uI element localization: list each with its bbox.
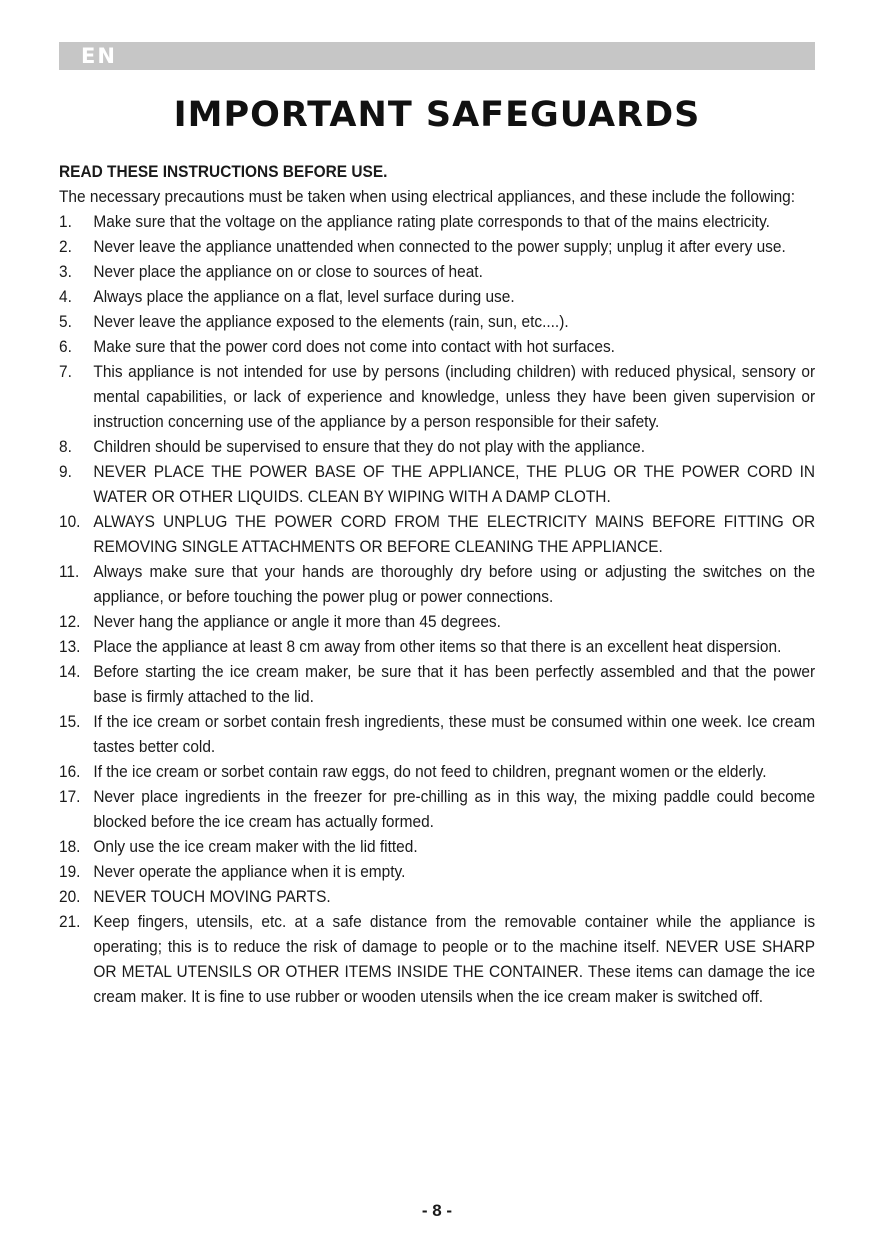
item-text: Place the appliance at least 8 cm away from other items so that there is an excellent heat dispersion. (93, 637, 782, 656)
item-text: Never hang the appliance or angle it more than 45 degrees. (93, 612, 501, 631)
safeguards-list (59, 209, 815, 1009)
item-text: Never place the appliance on or close to sources of heat. (93, 262, 483, 281)
item-text: This appliance is not intended for use by persons (including children) with reduced physical, sensory or mental capabilities, or lack of experience and knowledge, unless they have been given supervision or instruction concerning use of the appliance by a person responsible for their safety. (93, 362, 816, 431)
item-text: Never operate the appliance when it is empty. (93, 862, 406, 881)
item-number: 8. (59, 437, 72, 456)
item-text: Make sure that the power cord does not come into contact with hot surfaces. (93, 337, 615, 356)
list-item (59, 834, 815, 859)
item-text: Before starting the ice cream maker, be sure that it has been perfectly assembled and that the power base is firmly attached to the lid. (93, 662, 816, 706)
item-number: 20. (59, 887, 81, 906)
item-number: 6. (59, 337, 72, 356)
item-text: Keep fingers, utensils, etc. at a safe distance from the removable container while the appliance is operating; this is to reduce the risk of damage to people or to the machine itself. NEVER USE SHARP OR METAL UTENSILS OR OTHER ITEMS INSIDE THE CONTAINER. These items can damage the ice cream maker. It is fine to use rubber or wooden utensils when the ice cream maker is switched off. (93, 912, 816, 1006)
list-item (59, 209, 815, 234)
item-number: 18. (59, 837, 81, 856)
item-text: Never leave the appliance exposed to the elements (rain, sun, etc....). (93, 312, 569, 331)
list-item (59, 509, 815, 559)
item-number: 10. (59, 512, 81, 531)
item-number: 16. (59, 762, 81, 781)
list-item (59, 434, 815, 459)
item-number: 3. (59, 262, 72, 281)
item-number: 9. (59, 462, 72, 481)
page-number: - 8 - (421, 1201, 453, 1220)
item-number: 13. (59, 637, 81, 656)
list-item (59, 884, 815, 909)
item-text: NEVER TOUCH MOVING PARTS. (93, 887, 331, 906)
list-item (59, 634, 815, 659)
list-item (59, 284, 815, 309)
item-text: ALWAYS UNPLUG THE POWER CORD FROM THE ELECTRICITY MAINS BEFORE FITTING OR REMOVING SINGLE ATTACHMENTS OR BEFORE CLEANING THE APPLIANCE. (93, 512, 816, 556)
item-text: If the ice cream or sorbet contain fresh ingredients, these must be consumed within one week. Ice cream tastes better cold. (93, 712, 816, 756)
item-text: Always place the appliance on a flat, level surface during use. (93, 287, 515, 306)
list-item (59, 659, 815, 709)
list-item (59, 609, 815, 634)
item-number: 17. (59, 787, 81, 806)
language-bar (59, 42, 815, 70)
list-item (59, 459, 815, 509)
item-text: If the ice cream or sorbet contain raw eggs, do not feed to children, pregnant women or the elderly. (93, 762, 767, 781)
item-text: Always make sure that your hands are thoroughly dry before using or adjusting the switches on the appliance, or before touching the power plug or power connections. (93, 562, 816, 606)
list-item (59, 234, 815, 259)
item-text: NEVER PLACE THE POWER BASE OF THE APPLIANCE, THE PLUG OR THE POWER CORD IN WATER OR OTHER LIQUIDS. CLEAN BY WIPING WITH A DAMP CLOTH. (93, 462, 816, 506)
list-item (59, 909, 815, 1009)
item-number: 7. (59, 362, 72, 381)
item-text: Only use the ice cream maker with the lid fitted. (93, 837, 418, 856)
language-code: EN (81, 44, 117, 68)
list-item (59, 334, 815, 359)
page-title: IMPORTANT SAFEGUARDS (173, 95, 701, 135)
item-number: 4. (59, 287, 72, 306)
list-item (59, 259, 815, 284)
item-number: 12. (59, 612, 81, 631)
intro-paragraph: The necessary precautions must be taken when using electrical appliances, and these include the following: (59, 187, 796, 206)
item-number: 1. (59, 212, 72, 231)
list-item (59, 784, 815, 834)
item-number: 21. (59, 912, 81, 931)
list-item (59, 359, 815, 434)
item-number: 19. (59, 862, 81, 881)
item-number: 2. (59, 237, 72, 256)
list-item (59, 709, 815, 759)
item-text: Never leave the appliance unattended when connected to the power supply; unplug it after every use. (93, 237, 786, 256)
subheading: READ THESE INSTRUCTIONS BEFORE USE. (59, 162, 388, 181)
list-item (59, 759, 815, 784)
item-text: Never place ingredients in the freezer for pre-chilling as in this way, the mixing paddle could become blocked before the ice cream has actually formed. (93, 787, 816, 831)
item-number: 15. (59, 712, 81, 731)
list-item (59, 559, 815, 609)
item-text: Children should be supervised to ensure that they do not play with the appliance. (93, 437, 646, 456)
item-number: 11. (59, 562, 80, 581)
list-item (59, 309, 815, 334)
list-item (59, 859, 815, 884)
item-number: 5. (59, 312, 72, 331)
document-body (59, 159, 815, 1009)
item-text: Make sure that the voltage on the appliance rating plate corresponds to that of the mains electricity. (93, 212, 770, 231)
item-number: 14. (59, 662, 81, 681)
